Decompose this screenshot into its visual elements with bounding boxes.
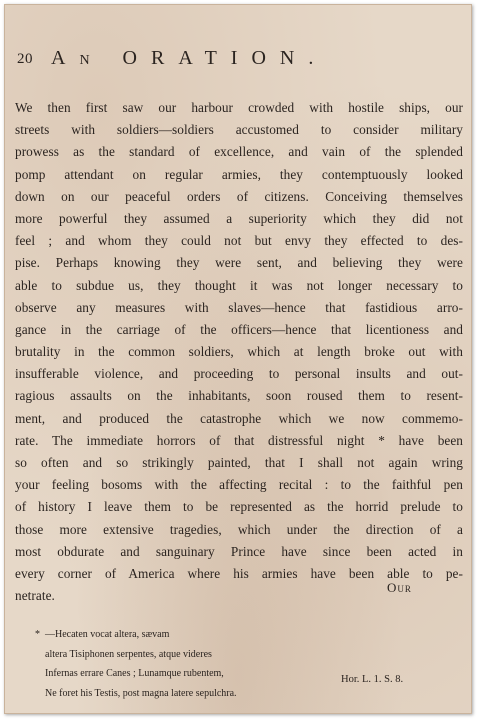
footnote-line: altera Tisiphonen serpentes, atque videres — [45, 648, 212, 660]
running-head: An ORATION. — [51, 47, 328, 69]
body-paragraph — [15, 97, 463, 607]
text-line: down on our peaceful orders of citizens. Conceiving themselves — [15, 188, 463, 204]
text-line: more powerful they assumed a superiority which they did not — [15, 210, 463, 226]
text-line: netrate. — [15, 588, 55, 604]
text-line: gance in the carriage of the officers—hence that licentioness and — [15, 321, 463, 337]
text-line: ment, and produced the catastrophe which we now commemo- — [15, 410, 463, 426]
text-line: of history I leave them to be represented as the horrid prelude to — [15, 499, 463, 515]
text-line: feel ; and whom they could not but envy they effected to des- — [15, 233, 463, 249]
text-line: pomp attendant on regular armies, they contemptuously looked — [15, 166, 463, 182]
footnote-marker: * — [35, 629, 40, 640]
text-line: We then first saw our harbour crowded with hostile ships, our — [15, 100, 463, 115]
footnote-line: Infernas errare Canes ; Lunamque rubentem, — [45, 668, 224, 679]
text-line: those more extensive tragedies, which under the direction of a — [15, 521, 463, 537]
text-line: able to subdue us, they thought it was not longer necessary to — [15, 277, 463, 293]
text-line: pise. Perhaps knowing they were sent, and believing they were — [15, 255, 463, 271]
footnote-text: —Hecaten vocat altera, sævam — [45, 629, 170, 640]
text-line: observe any measures with slaves—hence that fastidious arro- — [15, 299, 463, 315]
text-line: your feeling bosoms with the affecting recital : to the faithful pen — [15, 477, 463, 493]
text-line: so often and so strikingly painted, that I shall not again wring — [15, 455, 463, 470]
page-number: 20 — [17, 51, 33, 67]
text-line: brutality in the common soldiers, which at length broke out with — [15, 344, 463, 360]
text-line: every corner of America where his armies have been able to pe- — [15, 565, 463, 581]
footnote-line: Ne foret his Testis, post magna latere sepulchra. — [45, 687, 237, 699]
text-line: streets with soldiers—soldiers accustomed to consider military — [15, 122, 463, 138]
footnote-line — [35, 625, 455, 645]
book-page — [4, 4, 472, 714]
footnote-citation: Hor. L. 1. S. 8. — [341, 674, 404, 685]
text-line: most obdurate and sanguinary Prince have since been acted in — [15, 543, 463, 559]
footnote — [35, 625, 455, 703]
text-line: rate. The immediate horrors of that distressful night * have been — [15, 432, 463, 448]
catchword: Our — [387, 580, 412, 595]
text-line: prowess as the standard of excellence, and vain of the splended — [15, 144, 463, 160]
text-line: ragious assaults on the inhabitants, soon roused them to resent- — [15, 388, 463, 404]
text-line: insufferable violence, and proceeding to personal insults and out- — [15, 366, 463, 382]
